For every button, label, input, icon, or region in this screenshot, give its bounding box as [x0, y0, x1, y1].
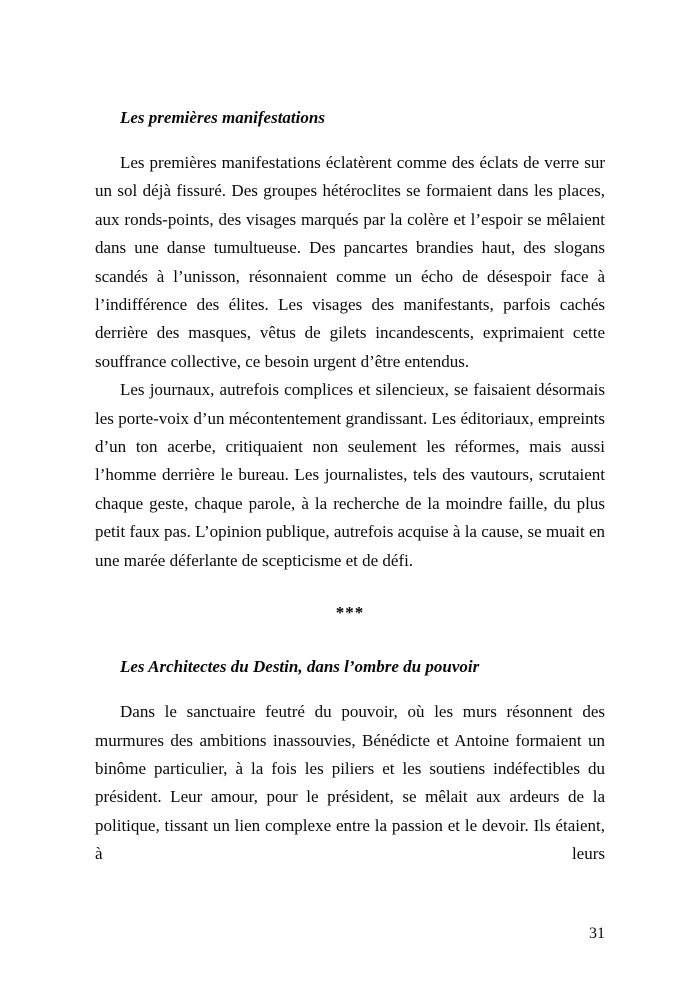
section-heading-architectes-du-destin: Les Architectes du Destin, dans l’ombre du pouvoir: [120, 657, 480, 677]
paragraph-3: Dans le sanctuaire feutré du pouvoir, où les murs résonnent des murmures des ambitions inassouvies, Bénédicte et Antoine formaient un binôme particulier, à la fois les piliers et les soutiens indéfectibles du président. Leur amour, pour le président, se mêlait aux ardeurs de la politique, tissant un lien complexe entre la passion et le devoir. Ils étaient, à leurs: [95, 702, 605, 864]
paragraph-1: Les premières manifestations éclatèrent comme des éclats de verre sur un sol déjà fissuré. Des groupes hétéroclites se formaient dans les places, aux ronds-points, des visages marqués par la colère et l’espoir se mêlaient dans une danse tumultueuse. Des pancartes brandies haut, des slogans scandés à l’unisson, résonnaient comme un écho de désespoir face à l’indifférence des élites. Les visages des manifestants, parfois cachés derrière des masques, vêtus de gilets incandescents, exprimaient cette souffrance collective, ce besoin urgent d’être entendus.: [95, 153, 605, 371]
section-heading-first-manifestations: Les premières manifestations: [120, 108, 325, 127]
paragraph-2: Les journaux, autrefois complices et silencieux, se faisaient désormais les porte-voix d’un mécontentement grandissant. Les éditoriaux, empreints d’un ton acerbe, critiquaient non seulement les réformes, mais aussi l’homme derrière le bureau. Les journalistes, tels des vautours, scrutaient chaque geste, chaque parole, à la recherche de la moindre faille, du plus petit faux pas. L’opinion publique, autrefois acquise à la cause, se muait en une marée déferlante de scepticisme et de défi.: [95, 380, 605, 570]
page-number: 31: [589, 925, 605, 942]
section-separator: ***: [335, 603, 365, 623]
